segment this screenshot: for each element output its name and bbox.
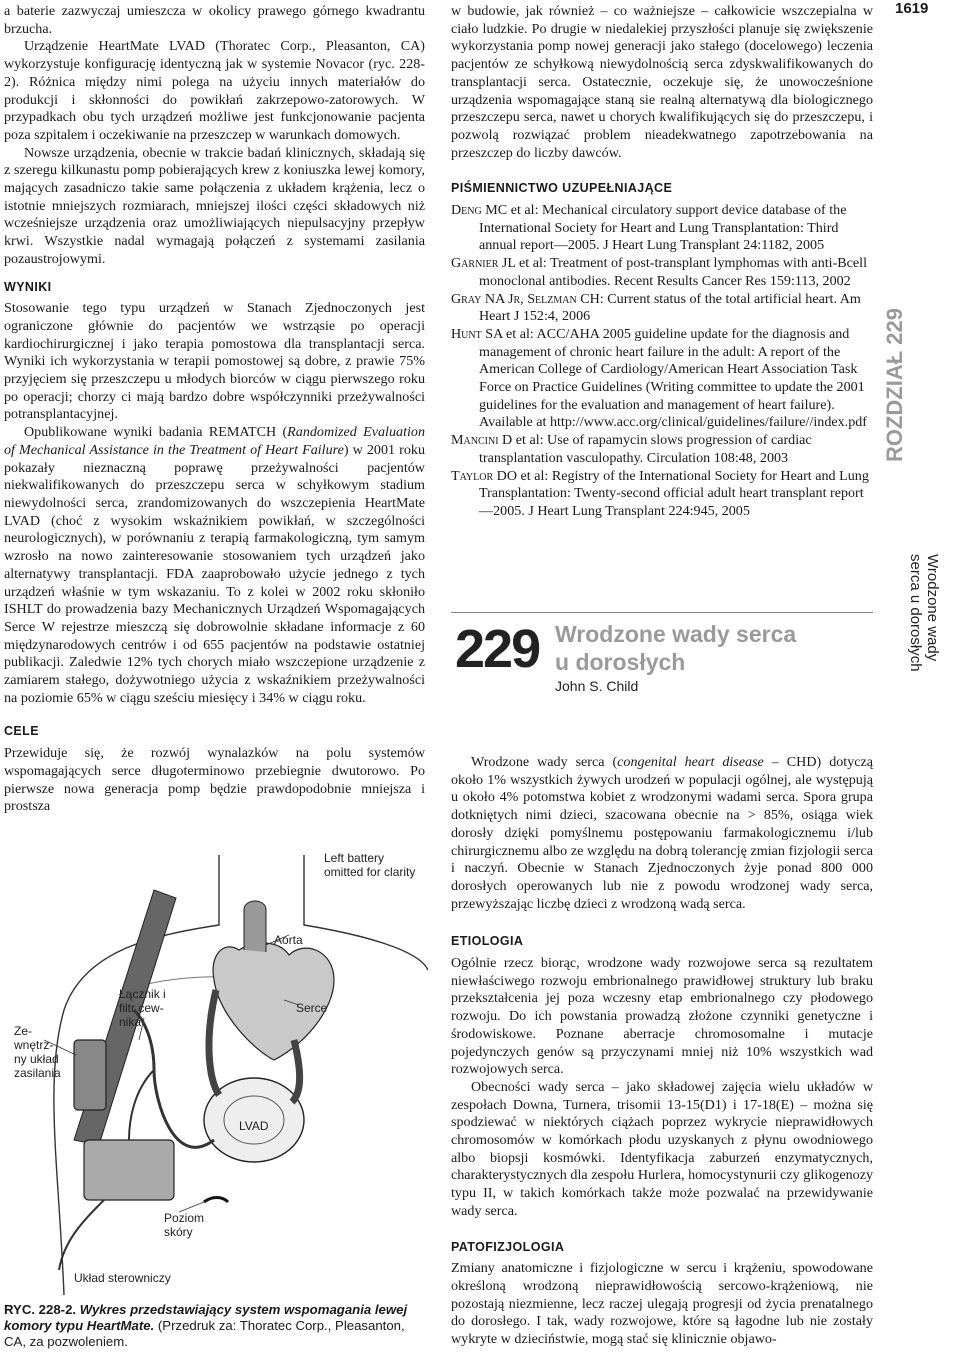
paragraph: Opublikowane wyniki badania REMATCH (Randomized Evaluation of Mechanical Assistance in the Treatment of Heart Failure) w 2001 roku pokazały nieznaczną poprawę przeżywalności pacjentów niekwalifikowanych do przeszczepu serca w schyłkowym stadium niewydolności serca, zrandomizowanych do wszczepienia HeartMate LVAD (choć z wysokim wskaźnikiem powikłań, w szczególności neurologicznych), w porównaniu z terapią farmakologiczną, tym samym wzrosło na nowo zainteresowanie stosowaniem tych urządzeń jako alternatywy transplantacji. FDA zaaprobowało użycie jednego z tych urządzeń właśnie w tym wskazaniu. To z kolei w 2002 roku skłoniło ISHLT do prowadzenia bazy Mechanicznych Urządzeń Wspomagających Serce W rejestrze mieszczą się dobrowolnie składane informacje z 60 międzynarodowych centrów i od 655 pacjentów na podstawie ostatniej publikacji. Zaledwie 12% tych chorych miało wszczepione urządzenie z zamiarem stałego, dożywotniego użycia z wskaźnikiem przeżywalności na poziomie 65% w ciągu sześciu miesięcy i 34% w ciągu roku. [4,424,425,706]
side-chapter-title: Wrodzone wady serca u dorosłych [907,554,941,672]
reference-list [451,202,873,521]
controller-unit [84,1140,174,1200]
label-power: ny układ [14,1052,59,1066]
label-power: Ze- [14,1024,32,1038]
label-connector: filtr cew- [119,1001,164,1015]
caption-label: RYC. 228-2. [4,1302,77,1317]
side-chapter-label: ROZDZIAŁ 229 [882,308,907,463]
paragraph: Urządzenie HeartMate LVAD (Thoratec Corp., Pleasanton, CA) wykorzystuje konfigurację identyczną jak w systemie Novacor (ryc. 228-2). Różnica między nimi polega na użyciu innych materiałów do produkcji i skłonności do powikłań zakrzepowo-zatorowych. W przypadkach obu tych urządzeń możliwe jest funkcjonowanie pacjenta poza szpitalem i oczekiwanie na przeszczep w warunkach domowych. [4,38,425,143]
right-column [451,3,873,521]
skin-level-mark [204,1198,228,1203]
paragraph: w budowie, jak również – co ważniejsze – całkowicie wszczepialna w ciało ludzkie. Po drugie w niedalekiej przyszłości planuje się zwiększenie wykorzystania pomp nowej generacji jako stałego (docelowego) leczenia pacjentów ze schyłkową niewydolnością serca zdyskwalifikowanych do transplantacji serca. Ostatecznie, oczekuje się, że unowocześnione urządzenia wspomagające staną sie realną alternatywą dla biologicznego przeszczepu serca, nawet u chorych kwalifikujących się do przeszczepu, i pozwolą rozwiązać problem nieadekwatnego zapotrzebowania na przeszczep do liczby dawców. [451,3,873,161]
chapter-author: John S. Child [555,678,639,694]
caption-title: Wykres przedstawiający system wspomagania lewej komory typu HeartMate. [4,1302,408,1333]
figure-heartmate [4,840,428,1295]
section-heading-patofizjologia: PATOFIZJOLOGIA [451,1239,565,1254]
reference-item: Mancini D et al: Use of rapamycin slows progression of cardiac transplantation vasculopathy. Circulation 108:48, 2003 [451,432,812,466]
reference-item: Deng MC et al: Mechanical circulatory support device database of the International Society for Heart and Lung Transplantation: Third annual report—2005. J Heart Lung Transplant 24:1182, 2005 [451,202,847,254]
chapter-text [451,754,873,1349]
side-tab [878,308,941,688]
paragraph: Nowsze urządzenia, obecnie w trakcie badań klinicznych, składają się z szeregu kilkunastu pomp pobierających krew z koniuszka lewej komory, mających zasadniczo takie same połączenia z układem krążenia, lecz o istotnie mniejszych rozmiarach, mniejszej ilości części składowych niż wcześniejsze urządzenia oraz umożliwiających niepulsacyjny przepływ krwi. Wszystkie nadal wymagają połączeń z systemami zasilania pozaustrojowymi. [4,144,425,267]
outflow-conduit [292,1040,300,1102]
controller-line [129,1070,154,1140]
label-skin: Poziom [164,1211,205,1225]
controller-cable [59,1200,104,1270]
paragraph: a baterie zazwyczaj umieszcza w okolicy prawego górnego kwadrantu brzucha. [4,3,425,37]
reference-item: Garnier JL et al: Treatment of post-transplant lymphomas with anti-Bcell monoclonal antibodies. Recent Results Cancer Res 159:113, 2002 [451,255,868,289]
label-lvad: LVAD [239,1119,269,1133]
chapter-number: 229 [455,619,540,679]
paragraph: Obecności wady serca – jako składowej zajęcia wielu układów w zespołach Downa, Turnera, trisomii 13-15(D1) i 17-18(E) – można się spodziewać w niektórych ciążach poprzez wykrycie nieprawidłowych chromosomów w komórkach płodu uzyskanych z płynu owodniowego albo biopsji kosmówki. Identyfikacja zaburzeń enzymatycznych, charakterystycznych dla zespołu Hurlera, homocystynurii czy glikogenozy typu II, w takich komórkach także może pozwalać na przewidywanie wady serca. [451,1078,873,1219]
section-heading-cele: CELE [4,724,39,739]
section-heading-etiologia: ETIOLOGIA [451,934,524,949]
section-heading-wyniki: WYNIKI [4,279,52,294]
aorta-shape [244,901,266,952]
left-column [4,3,425,816]
reference-item: Taylor DO et al: Registry of the International Society for Heart and Lung Transplantation: Twenty-second official adult heart transplant report—2005. J Heart Lung Transplant 224:945, 2005 [451,467,869,519]
power-unit [74,1040,106,1110]
label-connector: Łącznik i [119,987,166,1001]
label-battery: omitted for clarity [324,865,416,879]
label-skin: skóry [164,1225,193,1239]
paragraph: Wrodzone wady serca (congenital heart disease – CHD) dotyczą około 1% wszystkich żywych urodzeń w populacji ogólnej, ale występują u około 4% potomstwa kobiet z wrodzonymi wadami serca. Spora grupa dotkniętych nimi dzieci, szacowana obecnie na > 85%, osiąga wiek dorosły dzięki pomyślnemu postępowaniu farmakologicznemu i/lub chirurgicznemu albo ze względu na dobrą tolerancję zmian fizjologii serca i naczyń. Obecnie w Stanach Zjednoczonych żyje ponad 800 000 dorosłych operowanych lub nie z powodu wrodzonej wady serca, przewyższając liczbę dzieci z wrodzoną wadą serca. [451,754,874,912]
section-heading-references: PIŚMIENNICTWO UZUPEŁNIAJĄCE [451,181,673,196]
caption-source: (Przedruk za: Thoratec Corp., Pleasanton, CA, za pozwoleniem. [4,1318,405,1349]
label-battery: Left battery [324,851,385,865]
label-aorta: Aorta [274,933,303,947]
label-connector: nika [119,1015,142,1029]
inflow-conduit [209,990,219,1095]
divider [451,612,873,613]
label-power: zasilania [14,1066,61,1080]
figure-caption [4,1302,428,1350]
paragraph: Ogólnie rzecz biorąc, wrodzone wady rozwojowe serca są rezultatem niewłaściwego rozwoju embrionalnego prawidłowej struktury lub braku przekształcenia jej poza wczesny etap embrionalnego czy płodowego rozwoju. Do ich powstania prowadzą złożone czynniki genetyczne i środowiskowe. Poznane aberracje chromosomalne i mutacje pojedynczych genów są przyczynami mniej niż 10% wszystkich wad rozwojowych serca. [451,955,873,1078]
reference-item: Hunt SA et al: ACC/AHA 2005 guideline update for the diagnosis and management of chronic heart failure in the adult: A report of the American College of Cardiology/American Heart Association Task Force on Practice Guidelines (Writing committee to update the 2001 guidelines for the evaluation and management of heart failure). Available at http://www.acc.org/clinical/guidelines/failure//index.pdf [451,325,867,431]
label-power: wnętrz- [14,1038,54,1052]
label-controller: Układ sterowniczy [74,1271,171,1285]
paragraph: Przewiduje się, że rozwój wynalazków na polu systemów wspomagających serce długoterminowo przebiegnie dwutorowo. Po pierwsze nowa generacja pomp będzie prawdopodobnie mniejsza i prostsza [4,745,425,815]
lvad-illustration [4,840,428,1295]
paragraph: Zmiany anatomiczne i fizjologiczne w sercu i krążeniu, spowodowane określoną wrodzoną nieprawidłowością sercowo-krążeniową, nie pozostają niezmienne, lecz raczej ulegają progresji od życia prenatalnego do dorosłego. I tak, wady rozwojowe, które są łagodne lub nie zostały wykryte w dzieciństwie, mogą stać się klinicznie objawo- [451,1260,873,1348]
chapter-title: Wrodzone wady serca u dorosłych [555,621,797,675]
paragraph: Stosowanie tego typu urządzeń w Stanach Zjednoczonych jest ograniczone głównie do pacjentów we wstrząsie po operacji kardiochirurgicznej i jako terapia pomostowa dla transplantacji serca. Wyniki ich wykorzystania w terapii pomostowej są dobre, z prawie 75% przyjęciem się przeszczepu u młodych biorców w ciągu pierwszego roku po operacji; chorzy ci mają bardzo dobre współczynniki przeżywalności potransplantacyjnej. [4,300,425,423]
reference-item: Gray NA Jr, Selzman CH: Current status of the total artificial heart. Am Heart J 152:4, 2006 [451,290,861,325]
label-heart: Serce [296,1001,328,1015]
page-number: 1619 [895,0,929,17]
chapter-heading [451,612,873,722]
